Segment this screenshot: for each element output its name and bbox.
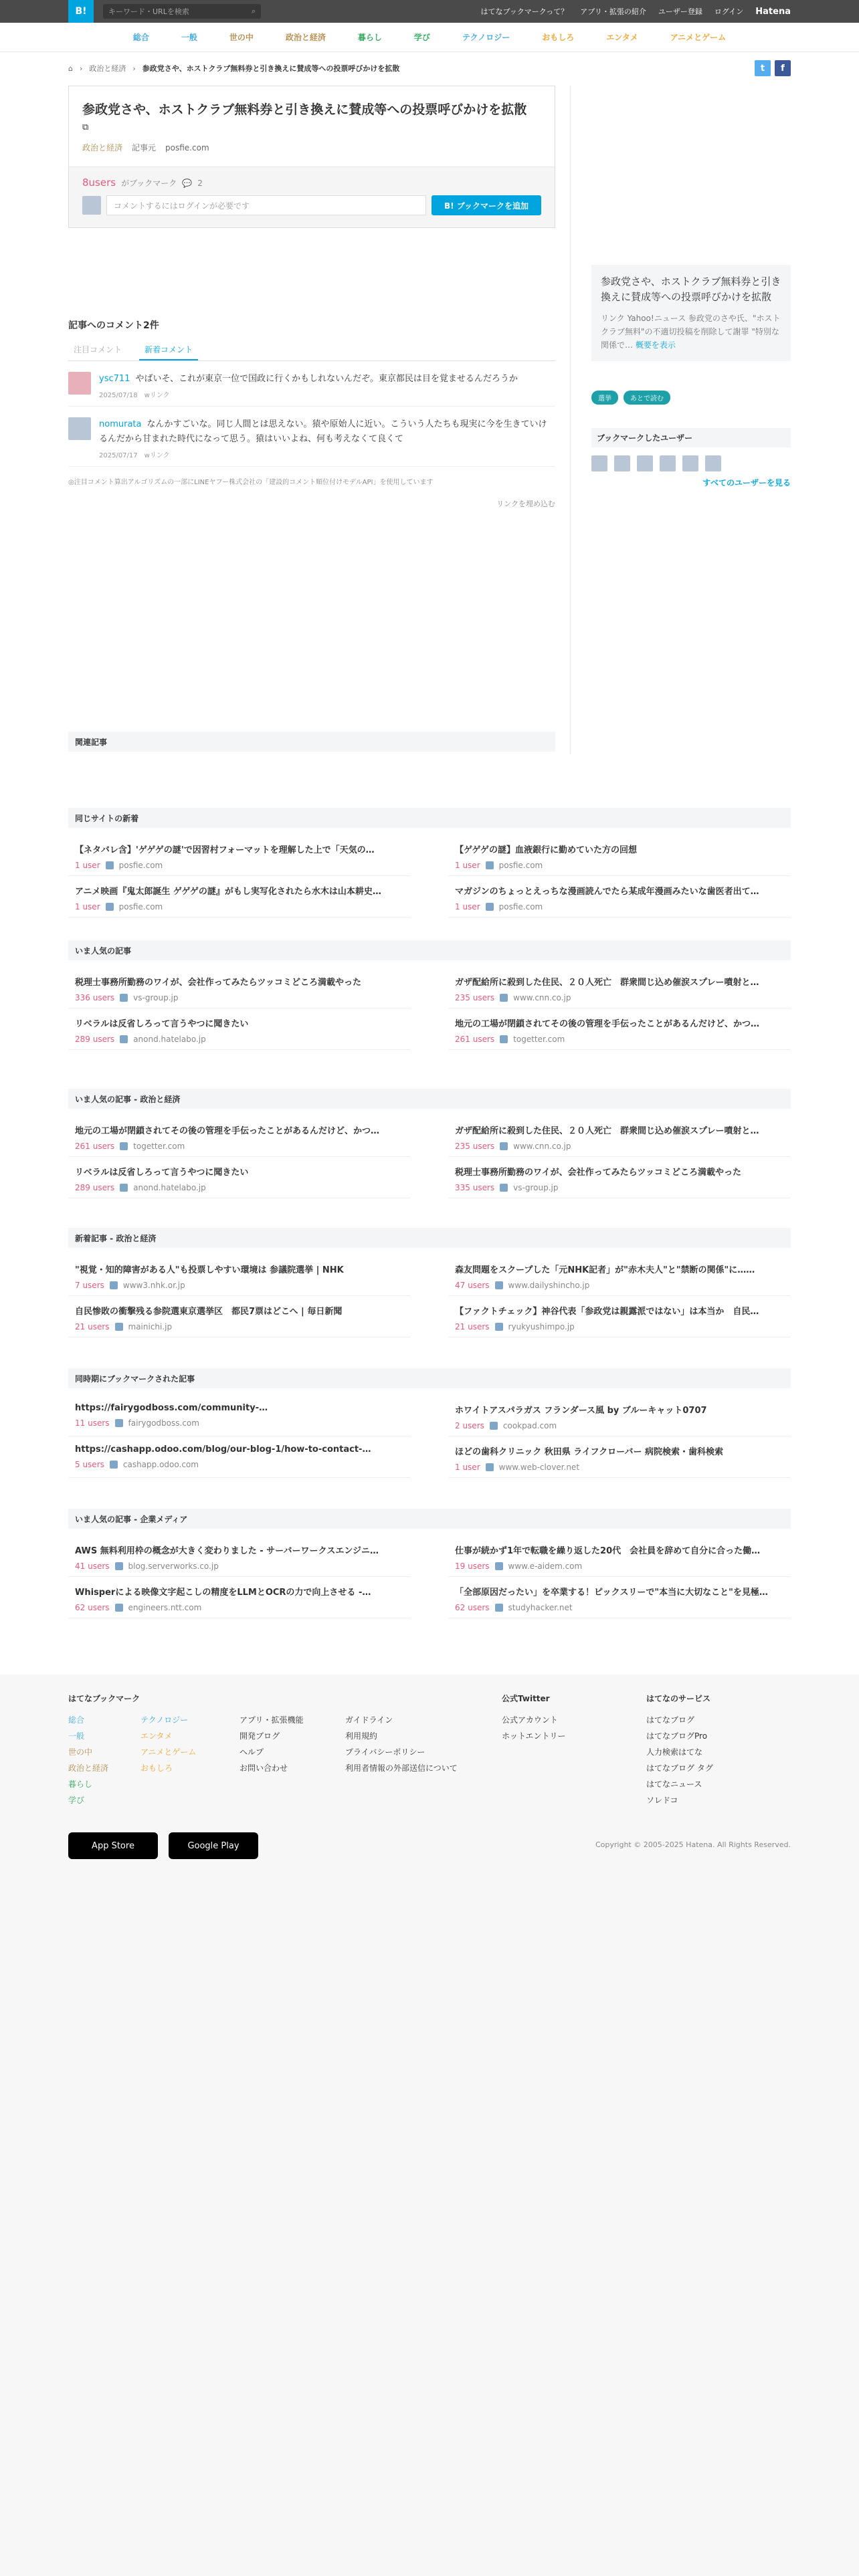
footer-link[interactable]: ホットエントリー	[502, 1731, 566, 1741]
site-favicon-icon	[110, 1461, 118, 1469]
comment-user[interactable]: ysc711	[99, 374, 130, 384]
footer-link[interactable]: 世の中	[68, 1747, 93, 1757]
article-item	[68, 1395, 411, 1436]
article-users[interactable]: 19 users	[455, 1562, 490, 1571]
article-users[interactable]: 41 users	[75, 1562, 110, 1571]
article-title[interactable]: リベラルは反省しろって言うやつに聞きたい	[75, 1168, 249, 1178]
article-item	[448, 835, 791, 876]
footer-link[interactable]: アニメとゲーム	[140, 1747, 197, 1757]
footer-link[interactable]: アプリ・拡張機能	[240, 1715, 304, 1725]
article-item	[448, 1008, 791, 1050]
category-bar	[0, 23, 859, 52]
article-item	[68, 1296, 411, 1337]
copyright: Copyright © 2005-2025 Hatena. All Rights Reserved.	[595, 1840, 791, 1849]
column-divider	[570, 86, 571, 754]
avatar[interactable]	[68, 417, 91, 440]
article-title[interactable]: ホワイトアスパラガス フランダース風 by ブルーキャット0707	[455, 1406, 707, 1416]
article-item	[68, 835, 411, 876]
section-grid	[68, 1395, 791, 1478]
site-favicon-icon	[106, 903, 114, 911]
article-source[interactable]: posfie.com	[118, 902, 163, 911]
article-item	[448, 1577, 791, 1618]
article-source[interactable]: anond.hatelabo.jp	[133, 1183, 206, 1192]
article-source[interactable]: mainichi.jp	[128, 1322, 173, 1331]
hatena-logo[interactable]: Hatena	[755, 6, 791, 17]
article-item	[448, 1535, 791, 1577]
article-users[interactable]: 261 users	[75, 1142, 115, 1151]
avatar[interactable]	[660, 455, 676, 471]
hatena-bookmark-logo[interactable]: B!	[68, 0, 94, 23]
comment-date[interactable]: 2025/07/18	[99, 392, 138, 399]
article-item	[68, 1157, 411, 1198]
bookmark-users-panel	[591, 428, 791, 488]
avatar[interactable]	[682, 455, 698, 471]
article-title[interactable]: ほどの歯科クリニック 秋田県 ライフクローバー 病院検索・歯科検索	[455, 1447, 723, 1457]
article-users[interactable]: 1 user	[455, 902, 480, 911]
comment-count-icon: 💬	[182, 179, 193, 188]
site-favicon-icon	[486, 861, 494, 869]
article-source[interactable]: cashapp.odoo.com	[122, 1460, 199, 1469]
add-bookmark-button[interactable]: B! ブックマークを追加	[432, 195, 541, 215]
comment-count: 2	[197, 179, 203, 188]
site-favicon-icon	[495, 1604, 503, 1612]
footer-services-title: はてなのサービス	[646, 1694, 711, 1703]
article-item	[448, 967, 791, 1008]
source-label: 記事元	[132, 143, 157, 152]
site-favicon-icon	[115, 1604, 123, 1612]
section-title: 新着記事 - 政治と経済	[68, 1228, 791, 1248]
footer-link[interactable]: 公式アカウント	[502, 1715, 558, 1725]
article-item	[68, 1008, 411, 1050]
article-users[interactable]: 289 users	[75, 1035, 115, 1044]
article-title[interactable]: 地元の工場が閉鎖されてその後の管理を手伝ったことがあるんだけど、かつ…	[455, 1019, 760, 1029]
article-users[interactable]: 336 users	[75, 993, 115, 1002]
article-source[interactable]: www.e-aidem.com	[508, 1562, 583, 1571]
article-source[interactable]: fairygodboss.com	[128, 1418, 199, 1428]
app-store-badge[interactable]: App Store	[68, 1832, 158, 1859]
article-users[interactable]: 1 user	[75, 902, 100, 911]
tag-list	[591, 391, 791, 405]
article-title[interactable]: ガザ配給所に殺到した住民、２０人死亡 群衆間じ込め催涙スプレー噴射と…	[455, 1126, 759, 1136]
article-title[interactable]: AWS 無料利用枠の概念が大きく変わりました - サーバーワークスエンジニ…	[75, 1546, 379, 1556]
site-favicon-icon	[495, 1323, 503, 1331]
article-item	[68, 1436, 411, 1478]
article-title[interactable]: 【ゲゲゲの謎】血液銀行に勤めていた方の回想	[455, 845, 637, 855]
article-item	[448, 876, 791, 918]
article-source[interactable]: www.web-clover.net	[498, 1463, 580, 1472]
avatar[interactable]	[637, 455, 653, 471]
article-item	[448, 1395, 791, 1436]
site-favicon-icon	[120, 1184, 128, 1192]
search-box[interactable]	[103, 4, 261, 19]
footer-link[interactable]: はてなニュース	[646, 1780, 702, 1789]
article-users[interactable]: 335 users	[455, 1183, 495, 1192]
article-title[interactable]: 【ネタバレ含】'ゲゲゲの謎'で因習村フォーマットを理解した上で「天気の…	[75, 845, 375, 855]
footer-link[interactable]: お問い合わせ	[240, 1763, 288, 1773]
footer-link[interactable]: 総合	[68, 1715, 85, 1725]
article-title[interactable]: 税理士事務所勤務のワイが、会社作ってみたらツッコミどころ満載やった	[455, 1168, 741, 1178]
footer-link[interactable]: 開発ブログ	[240, 1731, 280, 1741]
comment-link[interactable]: wリンク	[144, 392, 170, 399]
summary-text: リンク Yahoo!ニュース 参政党のさや氏、"ホストクラブ無料"の不適切投稿を削除して謝罪 "特別な関係で…	[601, 314, 781, 350]
home-icon[interactable]: ⌂	[68, 64, 73, 73]
article-source[interactable]: vs-group.jp	[133, 993, 179, 1002]
google-play-badge[interactable]: Google Play	[169, 1832, 258, 1859]
article-users[interactable]: 7 users	[75, 1281, 104, 1290]
category-tab[interactable]: エンタメ	[606, 33, 638, 42]
article-item	[448, 1436, 791, 1478]
site-favicon-icon	[120, 1035, 128, 1043]
nav-register[interactable]: ユーザー登録	[658, 7, 702, 16]
article-title[interactable]: Whisperによる映像文字起こしの精度をLLMとOCRの力で向上させる -…	[75, 1588, 371, 1598]
category-tab[interactable]: 総合	[132, 33, 149, 42]
category-tab[interactable]: アニメとゲーム	[670, 33, 727, 42]
site-favicon-icon	[500, 1035, 508, 1043]
article-title[interactable]: https://fairygodboss.com/community-…	[75, 1403, 268, 1413]
comment-item	[68, 407, 555, 467]
summary-title[interactable]: 参政党さや、ホストクラブ無料券と引き換えに賛成等への投票呼びかけを拡散	[601, 276, 781, 303]
category-tab[interactable]: 一般	[181, 33, 197, 42]
article-users[interactable]: 1 user	[455, 1463, 480, 1472]
footer-link[interactable]: プライバシーポリシー	[345, 1747, 425, 1757]
site-favicon-icon	[120, 994, 128, 1002]
article-title[interactable]: "視覚・知的障害がある人"も投票しやすい環境は 参議院選挙 | NHK	[75, 1265, 344, 1275]
twitter-share-icon[interactable]: t	[755, 60, 771, 76]
article-title[interactable]: 仕事が続かず1年で転職を繰り返した20代 会社員を辞めて自分に合った働…	[455, 1546, 761, 1556]
algorithm-note: ◎注目コメント算出アルゴリズムの一部にLINEヤフー株式会社の「建設的コメント順位付けモデルAPI」を使用しています	[68, 479, 434, 486]
related-title: 関連記事	[68, 732, 555, 752]
article-source[interactable]: cookpad.com	[502, 1421, 557, 1430]
embed-link[interactable]: リンクを埋め込む	[496, 500, 555, 508]
site-favicon-icon	[495, 1562, 503, 1570]
article-source[interactable]: togetter.com	[133, 1142, 185, 1151]
comment-input[interactable]: コメントするにはログインが必要です	[106, 195, 426, 215]
article-source[interactable]: posfie.com	[498, 902, 543, 911]
comment-link[interactable]: wリンク	[144, 452, 170, 459]
section-grid	[68, 1535, 791, 1618]
article-source[interactable]: posfie.com	[118, 861, 163, 870]
comments-section	[68, 318, 555, 509]
article-users[interactable]: 47 users	[455, 1281, 490, 1290]
site-favicon-icon	[486, 903, 494, 911]
search-icon[interactable]: ⌕	[251, 7, 256, 15]
site-favicon-icon	[115, 1419, 123, 1427]
search-input[interactable]: キーワード・URLを検索	[108, 7, 189, 16]
article-users[interactable]: 11 users	[75, 1418, 110, 1428]
footer-link[interactable]: はてなブログ	[646, 1715, 695, 1725]
article-item	[68, 1255, 411, 1296]
comment-date[interactable]: 2025/07/17	[99, 452, 138, 459]
article-title[interactable]: アニメ映画『鬼太郎誕生 ゲゲゲの謎』がもし実写化されたら水木は山本耕史…	[75, 887, 381, 897]
article-users[interactable]: 1 user	[455, 861, 480, 870]
footer-link[interactable]: ソレドコ	[646, 1796, 678, 1805]
bookmark-users-count[interactable]: 8users	[82, 177, 116, 189]
footer-link[interactable]: 学び	[68, 1796, 85, 1805]
user-avatar	[82, 196, 101, 215]
avatar[interactable]	[68, 372, 91, 395]
article-users[interactable]: 21 users	[455, 1322, 490, 1331]
avatar[interactable]	[614, 455, 630, 471]
article-source[interactable]: www3.nhk.or.jp	[122, 1281, 185, 1290]
comment-item	[68, 361, 555, 407]
site-favicon-icon	[120, 1142, 128, 1150]
footer-link[interactable]: ガイドライン	[345, 1715, 393, 1725]
article-users[interactable]: 62 users	[75, 1603, 110, 1612]
nav-about[interactable]: はてなブックマークって？	[480, 7, 569, 16]
footer-twitter-title: 公式Twitter	[502, 1694, 550, 1703]
comment-text: やばいそ、これが東京一位で国政に行くかもしれないんだぞ。東京都民は目を覚ませるんだろうか	[135, 374, 518, 384]
article-item	[68, 1115, 411, 1157]
comments-title: 記事へのコメント2件	[68, 320, 159, 331]
section-grid	[68, 835, 791, 918]
external-link-icon[interactable]: ⧉	[82, 122, 89, 132]
site-favicon-icon	[115, 1323, 123, 1331]
article-users[interactable]: 21 users	[75, 1322, 110, 1331]
bookmark-users-title: ブックマークしたユーザー	[591, 428, 791, 447]
article-users[interactable]: 235 users	[455, 1142, 495, 1151]
section-title: いま人気の記事 - 政治と経済	[68, 1089, 791, 1109]
footer-link[interactable]: おもしろ	[140, 1763, 173, 1773]
article-users[interactable]: 235 users	[455, 993, 495, 1002]
article-source[interactable]: togetter.com	[513, 1035, 565, 1044]
article-title[interactable]: 税理士事務所勤務のワイが、会社作ってみたらツッコミどころ満載やった	[75, 978, 361, 988]
article-item	[68, 967, 411, 1008]
article-title[interactable]: リベラルは反省しろって言うやつに聞きたい	[75, 1019, 249, 1029]
breadcrumb: ⌂ › 政治と経済 › 参政党さや、ホストクラブ無料券と引き換えに賛成等への投票呼びかけを拡散 t f	[68, 59, 791, 78]
article-title[interactable]: 「全部原因だったい」を卒業する！ピックスリーで"本当に大切なこと"を見極…	[455, 1588, 768, 1598]
article-item	[448, 1296, 791, 1337]
footer	[0, 1675, 859, 2576]
site-favicon-icon	[486, 1463, 494, 1471]
category-tab[interactable]: 暮らし	[357, 33, 382, 42]
category-tab[interactable]: 政治と経済	[285, 33, 326, 42]
top-bar	[0, 0, 859, 23]
tag-election[interactable]: 選挙	[591, 391, 618, 405]
comment-user[interactable]: nomurata	[99, 419, 142, 429]
article-title[interactable]: 森友問題をスクープした「元NHK記者」が"赤木夫人"と"禁断の関係"に……	[455, 1265, 755, 1275]
facebook-share-icon[interactable]: f	[775, 60, 791, 76]
site-favicon-icon	[115, 1562, 123, 1570]
footer-link[interactable]: テクノロジー	[140, 1715, 189, 1725]
footer-link[interactable]: 利用者情報の外部送信について	[345, 1763, 458, 1773]
nav-login[interactable]: ログイン	[714, 7, 744, 16]
article-users[interactable]: 1 user	[75, 861, 100, 870]
category-tab[interactable]: テクノロジー	[462, 33, 510, 42]
category-tab[interactable]: 学び	[413, 33, 430, 42]
category-tab[interactable]: おもしろ	[542, 33, 575, 42]
breadcrumb-current: 参政党さや、ホストクラブ無料券と引き換えに賛成等への投票呼びかけを拡散	[142, 64, 400, 73]
entry-source[interactable]: posfie.com	[165, 142, 209, 152]
category-tab[interactable]: 世の中	[229, 33, 254, 42]
article-item	[448, 1115, 791, 1157]
footer-link[interactable]: 人力検索はてな	[646, 1747, 703, 1757]
article-source[interactable]: www.dailyshincho.jp	[508, 1281, 590, 1290]
breadcrumb-category[interactable]: 政治と経済	[89, 64, 126, 73]
footer-link[interactable]: 暮らし	[68, 1780, 93, 1789]
article-users[interactable]: 2 users	[455, 1421, 484, 1430]
footer-link[interactable]: はてなブログ タグ	[646, 1763, 713, 1773]
entry-card	[68, 86, 555, 228]
comment-text: なんかすごいな。同じ人間とは思えない。猿や原始人に近い。こういう人たちも現実に今を生きていけるんだから甘まれた時代になって思う。猿はいいよね、何も考えなくて良くて	[99, 419, 547, 444]
tab-new-comments[interactable]: 新着コメント	[139, 341, 198, 360]
section-title: いま人気の記事 - 企業メディア	[68, 1509, 791, 1529]
section-title: 同じサイトの新着	[68, 808, 791, 828]
article-source[interactable]: vs-group.jp	[513, 1183, 559, 1192]
article-source[interactable]: www.cnn.co.jp	[513, 1142, 571, 1151]
article-item	[448, 1157, 791, 1198]
article-title[interactable]: マガジンのちょっとえっちな漫画読んでたら某成年漫画みたいな歯医者出て…	[455, 887, 759, 897]
entry-summary	[591, 265, 791, 361]
entry-category[interactable]: 政治と経済	[82, 143, 123, 152]
article-users[interactable]: 289 users	[75, 1183, 115, 1192]
article-item	[68, 876, 411, 918]
show-summary-link[interactable]: 概要を表示	[635, 340, 676, 350]
nav-apps[interactable]: アプリ・拡張の紹介	[580, 7, 646, 16]
footer-link[interactable]: 政治と経済	[68, 1763, 109, 1773]
footer-link[interactable]: はてなブログPro	[646, 1731, 708, 1741]
article-source[interactable]: posfie.com	[498, 861, 543, 870]
all-users-link[interactable]: すべてのユーザーを見る	[702, 478, 791, 488]
section-grid	[68, 1255, 791, 1337]
site-favicon-icon	[110, 1281, 118, 1289]
article-users[interactable]: 62 users	[455, 1603, 490, 1612]
article-item	[68, 1577, 411, 1618]
footer-link[interactable]: ヘルプ	[240, 1747, 264, 1757]
section-grid	[68, 967, 791, 1050]
footer-bookmark-title: はてなブックマーク	[68, 1694, 140, 1703]
site-favicon-icon	[495, 1281, 503, 1289]
tab-popular-comments[interactable]: 注目コメント	[74, 345, 122, 354]
footer-link[interactable]: 利用規約	[345, 1731, 378, 1741]
article-users[interactable]: 5 users	[75, 1460, 104, 1469]
avatar[interactable]	[591, 455, 607, 471]
site-favicon-icon	[490, 1422, 498, 1430]
section-title: いま人気の記事	[68, 940, 791, 960]
article-source[interactable]: blog.serverworks.co.jp	[128, 1562, 219, 1571]
article-title[interactable]: 地元の工場が閉鎖されてその後の管理を手伝ったことがあるんだけど、かつ…	[75, 1126, 380, 1136]
article-title[interactable]: 自民惨敗の衝撃残る参院選東京選挙区 都民7票はどこへ | 毎日新聞	[75, 1307, 343, 1317]
article-source[interactable]: ryukyushimpo.jp	[508, 1322, 575, 1331]
section-title: 同時期にブックマークされた記事	[68, 1368, 791, 1388]
site-favicon-icon	[500, 994, 508, 1002]
article-item	[448, 1255, 791, 1296]
site-favicon-icon	[500, 1184, 508, 1192]
top-nav	[480, 6, 791, 17]
avatar[interactable]	[705, 455, 721, 471]
site-favicon-icon	[106, 861, 114, 869]
article-item	[68, 1535, 411, 1577]
section-grid	[68, 1115, 791, 1198]
site-favicon-icon	[500, 1142, 508, 1150]
footer-link[interactable]: 一般	[68, 1731, 85, 1741]
tag-read-later[interactable]: あとで読む	[624, 391, 670, 405]
footer-link[interactable]: エンタメ	[140, 1731, 173, 1741]
article-source[interactable]: studyhacker.net	[508, 1603, 573, 1612]
article-title[interactable]: 【ファクトチェック】神谷代表「参政党は親露派ではない」は本当か 自民…	[455, 1307, 759, 1317]
article-title[interactable]: ガザ配給所に殺到した住民、２０人死亡 群衆間じ込め催涙スプレー噴射と…	[455, 978, 759, 988]
bookmark-label: がブックマーク	[121, 179, 177, 188]
entry-title[interactable]: 参政党さや、ホストクラブ無料券と引き換えに賛成等への投票呼びかけを拡散	[82, 102, 527, 117]
article-title[interactable]: https://cashapp.odoo.com/blog/our-blog-1/how-to-contact-…	[75, 1444, 371, 1455]
article-source[interactable]: engineers.ntt.com	[128, 1603, 202, 1612]
article-source[interactable]: anond.hatelabo.jp	[133, 1035, 206, 1044]
article-source[interactable]: www.cnn.co.jp	[513, 993, 571, 1002]
article-users[interactable]: 261 users	[455, 1035, 495, 1044]
